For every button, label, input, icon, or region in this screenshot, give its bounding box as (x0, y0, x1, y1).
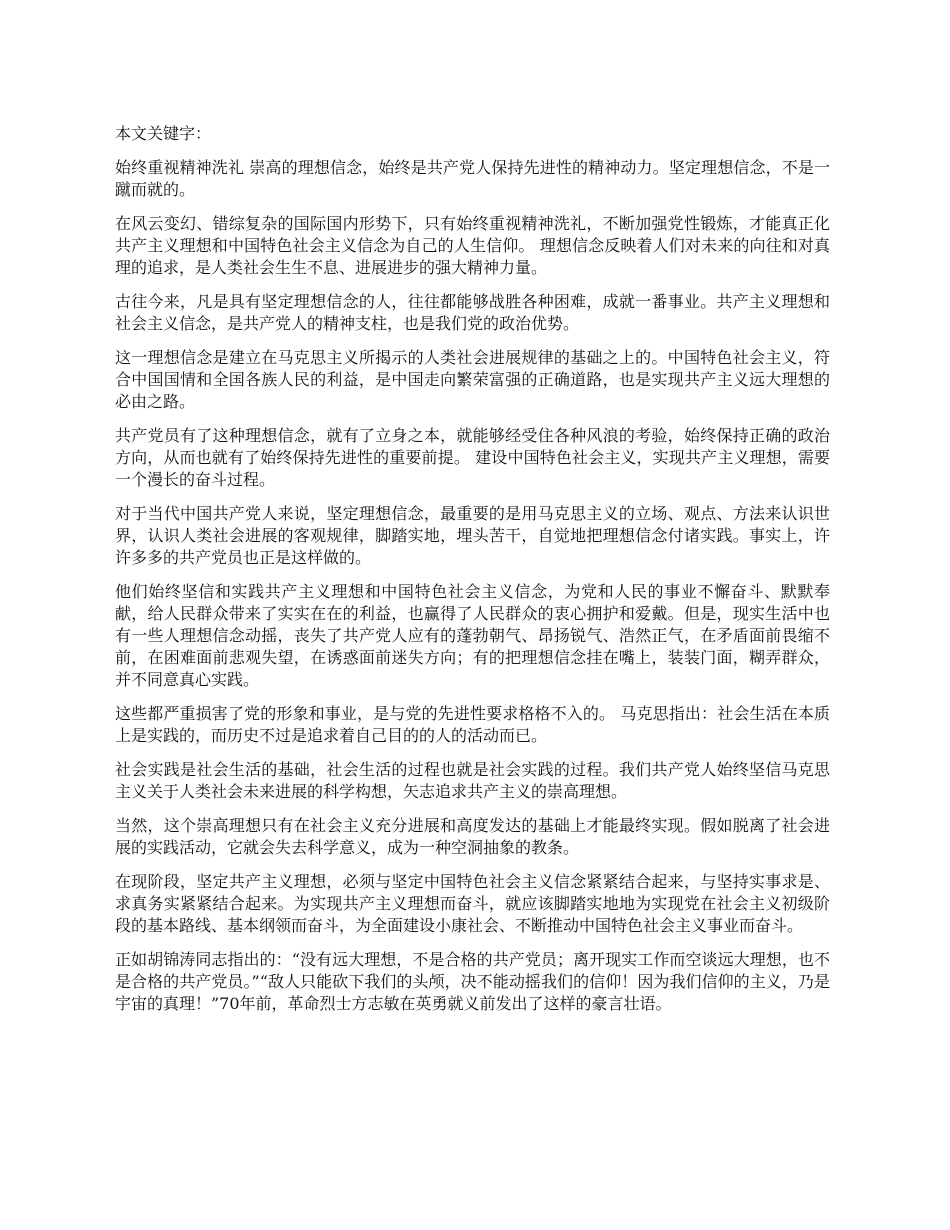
paragraph-8: 这些都严重损害了党的形象和事业，是与党的先进性要求格格不入的。 马克思指出：社会生活在本质上是实践的，而历史不过是追求着自己目的的人的活动而已。 (115, 704, 830, 745)
paragraph-6: 对于当代中国共产党人来说，坚定理想信念，最重要的是用马克思主义的立场、观点、方法来认识世界，认识人类社会进展的客观规律，脚踏实地，埋头苦干，自觉地把理想信念付诸实践。事实上，许许多多的共产党员也正是这样做的。 (115, 504, 830, 567)
paragraph-1: 始终重视精神洗礼 崇高的理想信念，始终是共产党人保持先进性的精神动力。坚定理想信念，不是一蹴而就的。 (115, 158, 830, 199)
keywords-label: 本文关键字： (115, 124, 212, 143)
paragraph-2: 在风云变幻、错综复杂的国际国内形势下，只有始终重视精神洗礼，不断加强党性锻炼，才能真正化共产主义理想和中国特色社会主义信念为自己的人生信仰。 理想信念反映着人们对未来的向往和对真理的追求，是人类社会生生不息、进展进步的强大精神力量。 (115, 214, 830, 277)
paragraph-10: 当然，这个崇高理想只有在社会主义充分进展和高度发达的基础上才能最终实现。假如脱离了社会进展的实践活动，它就会失去科学意义，成为一种空洞抽象的教条。 (115, 816, 830, 857)
paragraph-11: 在现阶段，坚定共产主义理想，必须与坚定中国特色社会主义信念紧紧结合起来，与坚持实事求是、求真务实紧紧结合起来。为实现共产主义理想而奋斗，就应该脚踏实地地为实现党在社会主义初级阶段的基本路线、基本纲领而奋斗，为全面建设小康社会、不断推动中国特色社会主义事业而奋斗。 (115, 872, 830, 935)
paragraph-3: 古往今来，凡是具有坚定理想信念的人，往往都能够战胜各种困难，成就一番事业。共产主义理想和社会主义信念，是共产党人的精神支柱，也是我们党的政治优势。 (115, 292, 830, 333)
paragraph-7: 他们始终坚信和实践共产主义理想和中国特色社会主义信念，为党和人民的事业不懈奋斗、默默奉献，给人民群众带来了实实在在的利益，也赢得了人民群众的衷心拥护和爱戴。但是，现实生活中也有一些人理想信念动摇，丧失了共产党人应有的蓬勃朝气、昂扬锐气、浩然正气，在矛盾面前畏缩不前，在困难面前悲观失望，在诱惑面前迷失方向；有的把理想信念挂在嘴上，装装门面，糊弄群众，并不同意真心实践。 (115, 582, 830, 689)
paragraph-9: 社会实践是社会生活的基础，社会生活的过程也就是社会实践的过程。我们共产党人始终坚信马克思主义关于人类社会未来进展的科学构想，矢志追求共产主义的崇高理想。 (115, 760, 830, 801)
paragraph-4: 这一理想信念是建立在马克思主义所揭示的人类社会进展规律的基础之上的。中国特色社会主义，符合中国国情和全国各族人民的利益，是中国走向繁荣富强的正确道路，也是实现共产主义远大理想的必由之路。 (115, 348, 830, 411)
paragraph-5: 共产党员有了这种理想信念，就有了立身之本，就能够经受住各种风浪的考验，始终保持正确的政治方向，从而也就有了始终保持先进性的重要前提。 建设中国特色社会主义，实现共产主义理想，需要一个漫长的奋斗过程。 (115, 426, 830, 489)
paragraph-12: 正如胡锦涛同志指出的：“没有远大理想，不是合格的共产党员；离开现实工作而空谈远大理想，也不是合格的共产党员。”“敌人只能砍下我们的头颅，决不能动摇我们的信仰！因为我们信仰的主义，乃是宇宙的真理！”70年前，革命烈士方志敏在英勇就义前发出了这样的豪言壮语。 (115, 950, 830, 1013)
